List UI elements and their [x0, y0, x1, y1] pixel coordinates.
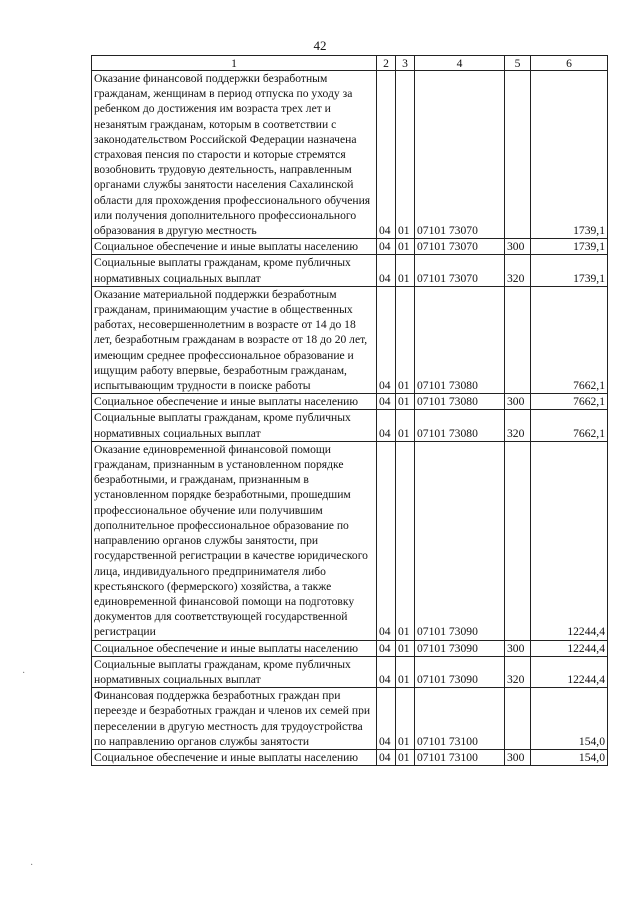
row-description: Социальные выплаты гражданам, кроме публичных нормативных социальных выплат — [92, 656, 377, 687]
row-amount: 154,0 — [531, 688, 608, 750]
row-section: 04 — [377, 239, 396, 255]
table-row — [92, 394, 608, 410]
table-row — [92, 410, 608, 441]
row-subsection: 01 — [396, 688, 415, 750]
row-section: 04 — [377, 410, 396, 441]
row-target-article: 07101 73090 — [415, 656, 505, 687]
row-target-article: 07101 73080 — [415, 286, 505, 393]
row-amount: 1739,1 — [531, 71, 608, 239]
row-amount: 1739,1 — [531, 239, 608, 255]
row-subsection: 01 — [396, 656, 415, 687]
row-section: 04 — [377, 71, 396, 239]
row-description: Оказание единовременной финансовой помощи гражданам, признанным в установленном порядке безработными, и гражданам, признанным в установленном порядке безработными, прошедшим профессиональное обучение или получившим дополнительное профессиональное образование по направлению органов службы занятости, при государственной регистрации в качестве юридического лица, индивидуального предпринимателя либо крестьянского (фермерского) хозяйства, а также единовременной финансовой помощи на подготовку документов для соответствующей государственной регистрации — [92, 441, 377, 640]
row-amount: 154,0 — [531, 749, 608, 765]
row-target-article: 07101 73080 — [415, 410, 505, 441]
row-target-article: 07101 73090 — [415, 441, 505, 640]
table-row — [92, 71, 608, 239]
row-amount: 7662,1 — [531, 286, 608, 393]
row-expense-type: 320 — [505, 656, 531, 687]
row-description: Социальное обеспечение и иные выплаты населению — [92, 640, 377, 656]
table-row — [92, 749, 608, 765]
row-target-article: 07101 73090 — [415, 640, 505, 656]
column-header-6: 6 — [531, 56, 608, 71]
row-subsection: 01 — [396, 255, 415, 286]
row-section: 04 — [377, 749, 396, 765]
row-target-article: 07101 73070 — [415, 239, 505, 255]
row-expense-type — [505, 71, 531, 239]
row-subsection: 01 — [396, 71, 415, 239]
column-header-2: 2 — [377, 56, 396, 71]
table-row — [92, 656, 608, 687]
row-subsection: 01 — [396, 410, 415, 441]
row-section: 04 — [377, 656, 396, 687]
row-description: Социальное обеспечение и иные выплаты населению — [92, 239, 377, 255]
row-expense-type: 300 — [505, 394, 531, 410]
row-amount: 12244,4 — [531, 656, 608, 687]
column-header-3: 3 — [396, 56, 415, 71]
row-amount: 12244,4 — [531, 441, 608, 640]
row-description: Социальные выплаты гражданам, кроме публичных нормативных социальных выплат — [92, 410, 377, 441]
row-section: 04 — [377, 286, 396, 393]
row-expense-type — [505, 688, 531, 750]
row-target-article: 07101 73070 — [415, 255, 505, 286]
table-row — [92, 688, 608, 750]
column-header-4: 4 — [415, 56, 505, 71]
table-row — [92, 441, 608, 640]
row-subsection: 01 — [396, 441, 415, 640]
page-number: 42 — [313, 38, 327, 53]
row-subsection: 01 — [396, 640, 415, 656]
row-expense-type: 320 — [505, 410, 531, 441]
row-section: 04 — [377, 255, 396, 286]
row-amount: 12244,4 — [531, 640, 608, 656]
row-expense-type: 300 — [505, 749, 531, 765]
row-description: Финансовая поддержка безработных граждан при переезде и безработных граждан и членов их семей при переселении в другую местность для трудоустройства по направлению органов службы занятости — [92, 688, 377, 750]
row-subsection: 01 — [396, 749, 415, 765]
row-expense-type: 300 — [505, 640, 531, 656]
row-amount: 7662,1 — [531, 410, 608, 441]
row-expense-type: 300 — [505, 239, 531, 255]
row-subsection: 01 — [396, 394, 415, 410]
scan-mark: · — [22, 668, 26, 679]
row-subsection: 01 — [396, 286, 415, 393]
header-row — [92, 56, 608, 71]
row-expense-type — [505, 441, 531, 640]
row-description: Социальные выплаты гражданам, кроме публичных нормативных социальных выплат — [92, 255, 377, 286]
table-row — [92, 640, 608, 656]
row-subsection: 01 — [396, 239, 415, 255]
table-header — [92, 56, 608, 71]
row-section: 04 — [377, 688, 396, 750]
table-row — [92, 239, 608, 255]
column-header-1: 1 — [92, 56, 377, 71]
table-body — [92, 71, 608, 766]
row-expense-type — [505, 286, 531, 393]
row-description: Социальное обеспечение и иные выплаты населению — [92, 394, 377, 410]
row-amount: 7662,1 — [531, 394, 608, 410]
column-header-5: 5 — [505, 56, 531, 71]
row-amount: 1739,1 — [531, 255, 608, 286]
row-section: 04 — [377, 394, 396, 410]
row-description: Социальное обеспечение и иные выплаты населению — [92, 749, 377, 765]
row-target-article: 07101 73100 — [415, 688, 505, 750]
table-row — [92, 255, 608, 286]
row-description: Оказание финансовой поддержки безработным гражданам, женщинам в период отпуска по уходу за ребенком до достижения им возраста трех лет и незанятым гражданам, которым в соответствии с законодательством Российской Федерации назначена страховая пенсия по старости и которые стремятся возобновить трудовую деятельность, направленным органами службы занятости населения Сахалинской области для прохождения профессионального обучения или получения дополнительного профессионального образования в другую местность — [92, 71, 377, 239]
budget-table — [91, 55, 608, 766]
row-expense-type: 320 — [505, 255, 531, 286]
row-description: Оказание материальной поддержки безработным гражданам, принимающим участие в общественных работах, несовершеннолетним в возрасте от 14 до 18 лет, безработным гражданам в возрасте от 18 до 20 лет, имеющим среднее профессиональное образование и ищущим работу впервые, безработным гражданам, испытывающим трудности в поиске работы — [92, 286, 377, 393]
row-section: 04 — [377, 441, 396, 640]
row-target-article: 07101 73080 — [415, 394, 505, 410]
table-row — [92, 286, 608, 393]
row-target-article: 07101 73100 — [415, 749, 505, 765]
row-section: 04 — [377, 640, 396, 656]
row-target-article: 07101 73070 — [415, 71, 505, 239]
scan-mark: · — [30, 860, 34, 871]
